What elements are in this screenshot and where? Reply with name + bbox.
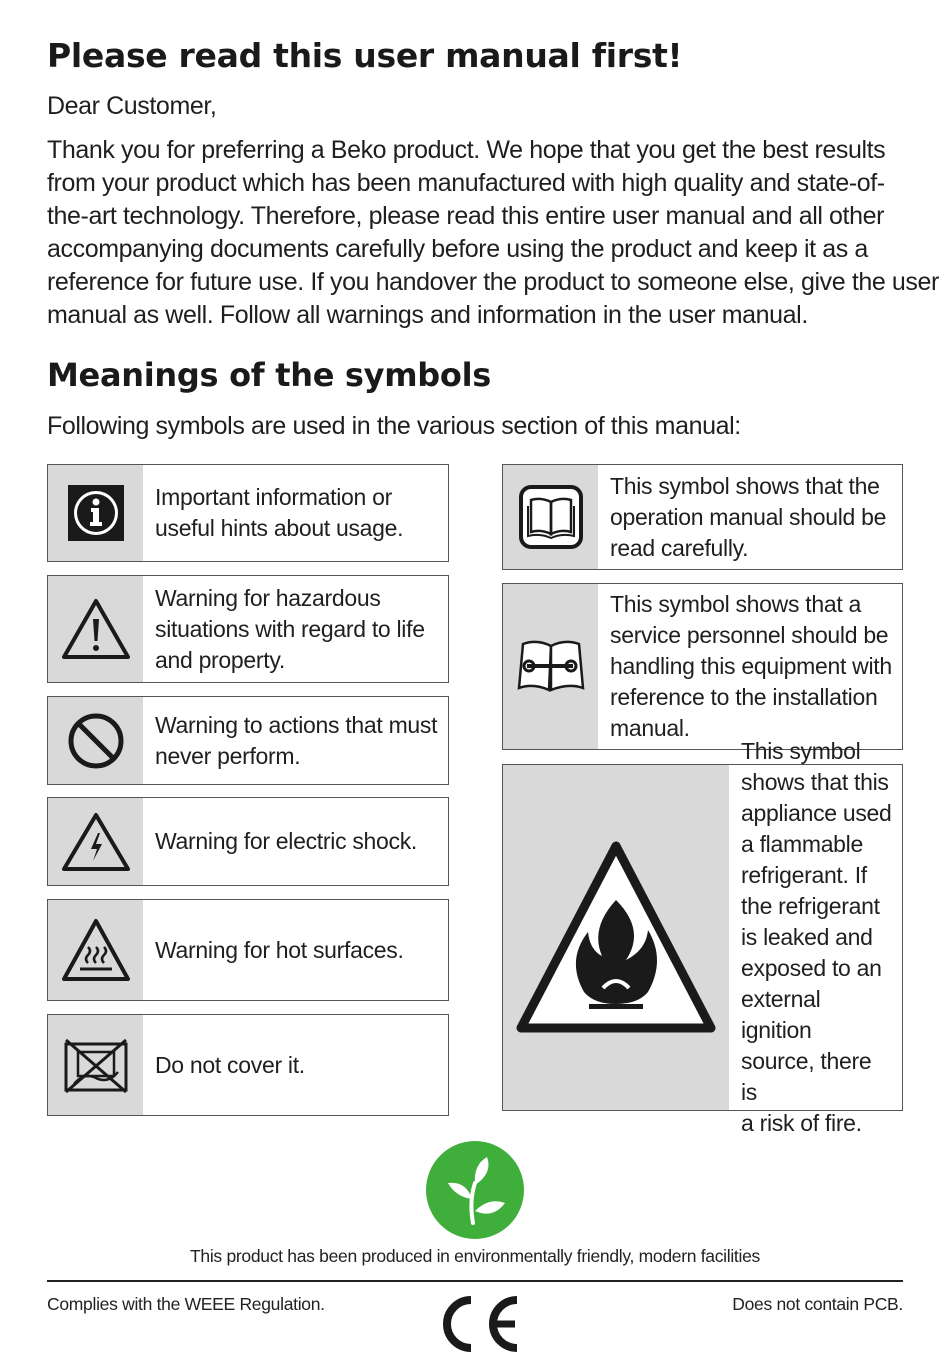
symbol-row-warning bbox=[47, 575, 449, 683]
symbols-intro: Following symbols are used in the various section of this manual: bbox=[47, 412, 741, 440]
intro-line: manual as well. Follow all warnings and information in the user manual. bbox=[47, 301, 808, 329]
symbol-text-line: the refrigerant bbox=[741, 893, 880, 919]
symbol-text-line: source, there is bbox=[741, 1048, 872, 1105]
symbol-row-info bbox=[47, 464, 449, 562]
eco-statement: This product has been produced in environmentally friendly, modern facilities bbox=[190, 1246, 760, 1266]
symbol-text-line: reference to the installation bbox=[610, 684, 878, 710]
weee-compliance: Complies with the WEEE Regulation. bbox=[47, 1294, 325, 1314]
warning-triangle-icon bbox=[48, 576, 143, 682]
do-not-cover-icon bbox=[48, 1015, 143, 1115]
symbol-text-line: Important information or bbox=[155, 484, 392, 510]
symbol-text-line: situations with regard to life bbox=[155, 615, 425, 642]
symbol-text-line: service personnel should be bbox=[610, 622, 889, 648]
symbol-text-line: Warning for electric shock. bbox=[155, 828, 418, 854]
hot-surface-icon bbox=[48, 900, 143, 1000]
symbol-text-line: manual. bbox=[610, 715, 690, 741]
symbol-row-service-manual bbox=[502, 583, 903, 750]
symbol-text-line: a risk of fire. bbox=[741, 1110, 862, 1136]
eco-leaf-icon bbox=[426, 1141, 524, 1239]
symbol-row-cover bbox=[47, 1014, 449, 1116]
flammable-icon bbox=[503, 765, 729, 1110]
intro-line: Thank you for preferring a Beko product. We hope that you get the best results bbox=[47, 136, 886, 164]
symbol-row-hot bbox=[47, 899, 449, 1001]
symbol-row-read-manual bbox=[502, 464, 903, 570]
read-manual-icon bbox=[503, 465, 598, 569]
symbol-text-line: This symbol bbox=[741, 738, 861, 764]
symbol-text-line: a flammable bbox=[741, 831, 863, 857]
symbols-heading: Meanings of the symbols bbox=[47, 356, 491, 394]
symbol-text-line: Warning for hazardous bbox=[155, 584, 381, 611]
symbol-text-line: This symbol shows that the bbox=[610, 472, 880, 499]
symbol-row-flammable bbox=[502, 738, 903, 1136]
electric-shock-icon bbox=[48, 798, 143, 885]
symbol-text-line: is leaked and bbox=[741, 924, 873, 950]
intro-line: accompanying documents carefully before using the product and keep it as a bbox=[47, 235, 868, 263]
greeting: Dear Customer, bbox=[47, 92, 217, 120]
pcb-statement: Does not contain PCB. bbox=[732, 1294, 903, 1314]
service-manual-icon bbox=[503, 584, 598, 749]
footer-divider bbox=[47, 1280, 903, 1282]
symbol-text-line: never perform. bbox=[155, 742, 301, 769]
prohibition-icon bbox=[48, 697, 143, 784]
symbol-text-line: and property. bbox=[155, 646, 285, 673]
intro-line: reference for future use. If you handover the product to someone else, give the user bbox=[47, 268, 939, 296]
intro-paragraph bbox=[47, 134, 939, 332]
symbol-text-line: exposed to an bbox=[741, 955, 882, 981]
symbol-text-line: shows that this bbox=[741, 769, 889, 795]
intro-line: from your product which has been manufactured with high quality and state-of- bbox=[47, 169, 885, 197]
symbol-text-line: This symbol shows that a bbox=[610, 591, 862, 617]
symbol-text-line: Warning for hot surfaces. bbox=[155, 936, 404, 963]
info-icon bbox=[48, 465, 143, 561]
symbol-text-line: refrigerant. If bbox=[741, 862, 867, 888]
page-title: Please read this user manual first! bbox=[47, 36, 683, 75]
symbol-row-prohibition bbox=[47, 696, 449, 785]
symbol-text-line: Warning to actions that must bbox=[155, 711, 438, 738]
symbol-text-line: Do not cover it. bbox=[155, 1051, 305, 1078]
symbol-text-line: appliance used bbox=[741, 800, 892, 826]
symbol-text-line: handling this equipment with bbox=[610, 653, 892, 679]
intro-line: the-art technology. Therefore, please read this entire user manual and all other bbox=[47, 202, 885, 230]
symbol-text-line: external ignition bbox=[741, 986, 821, 1043]
symbol-row-electric bbox=[47, 797, 449, 886]
ce-mark-icon bbox=[431, 1294, 521, 1354]
symbol-text-line: useful hints about usage. bbox=[155, 515, 404, 541]
symbol-text-line: read carefully. bbox=[610, 534, 749, 561]
symbol-text-line: operation manual should be bbox=[610, 503, 887, 530]
